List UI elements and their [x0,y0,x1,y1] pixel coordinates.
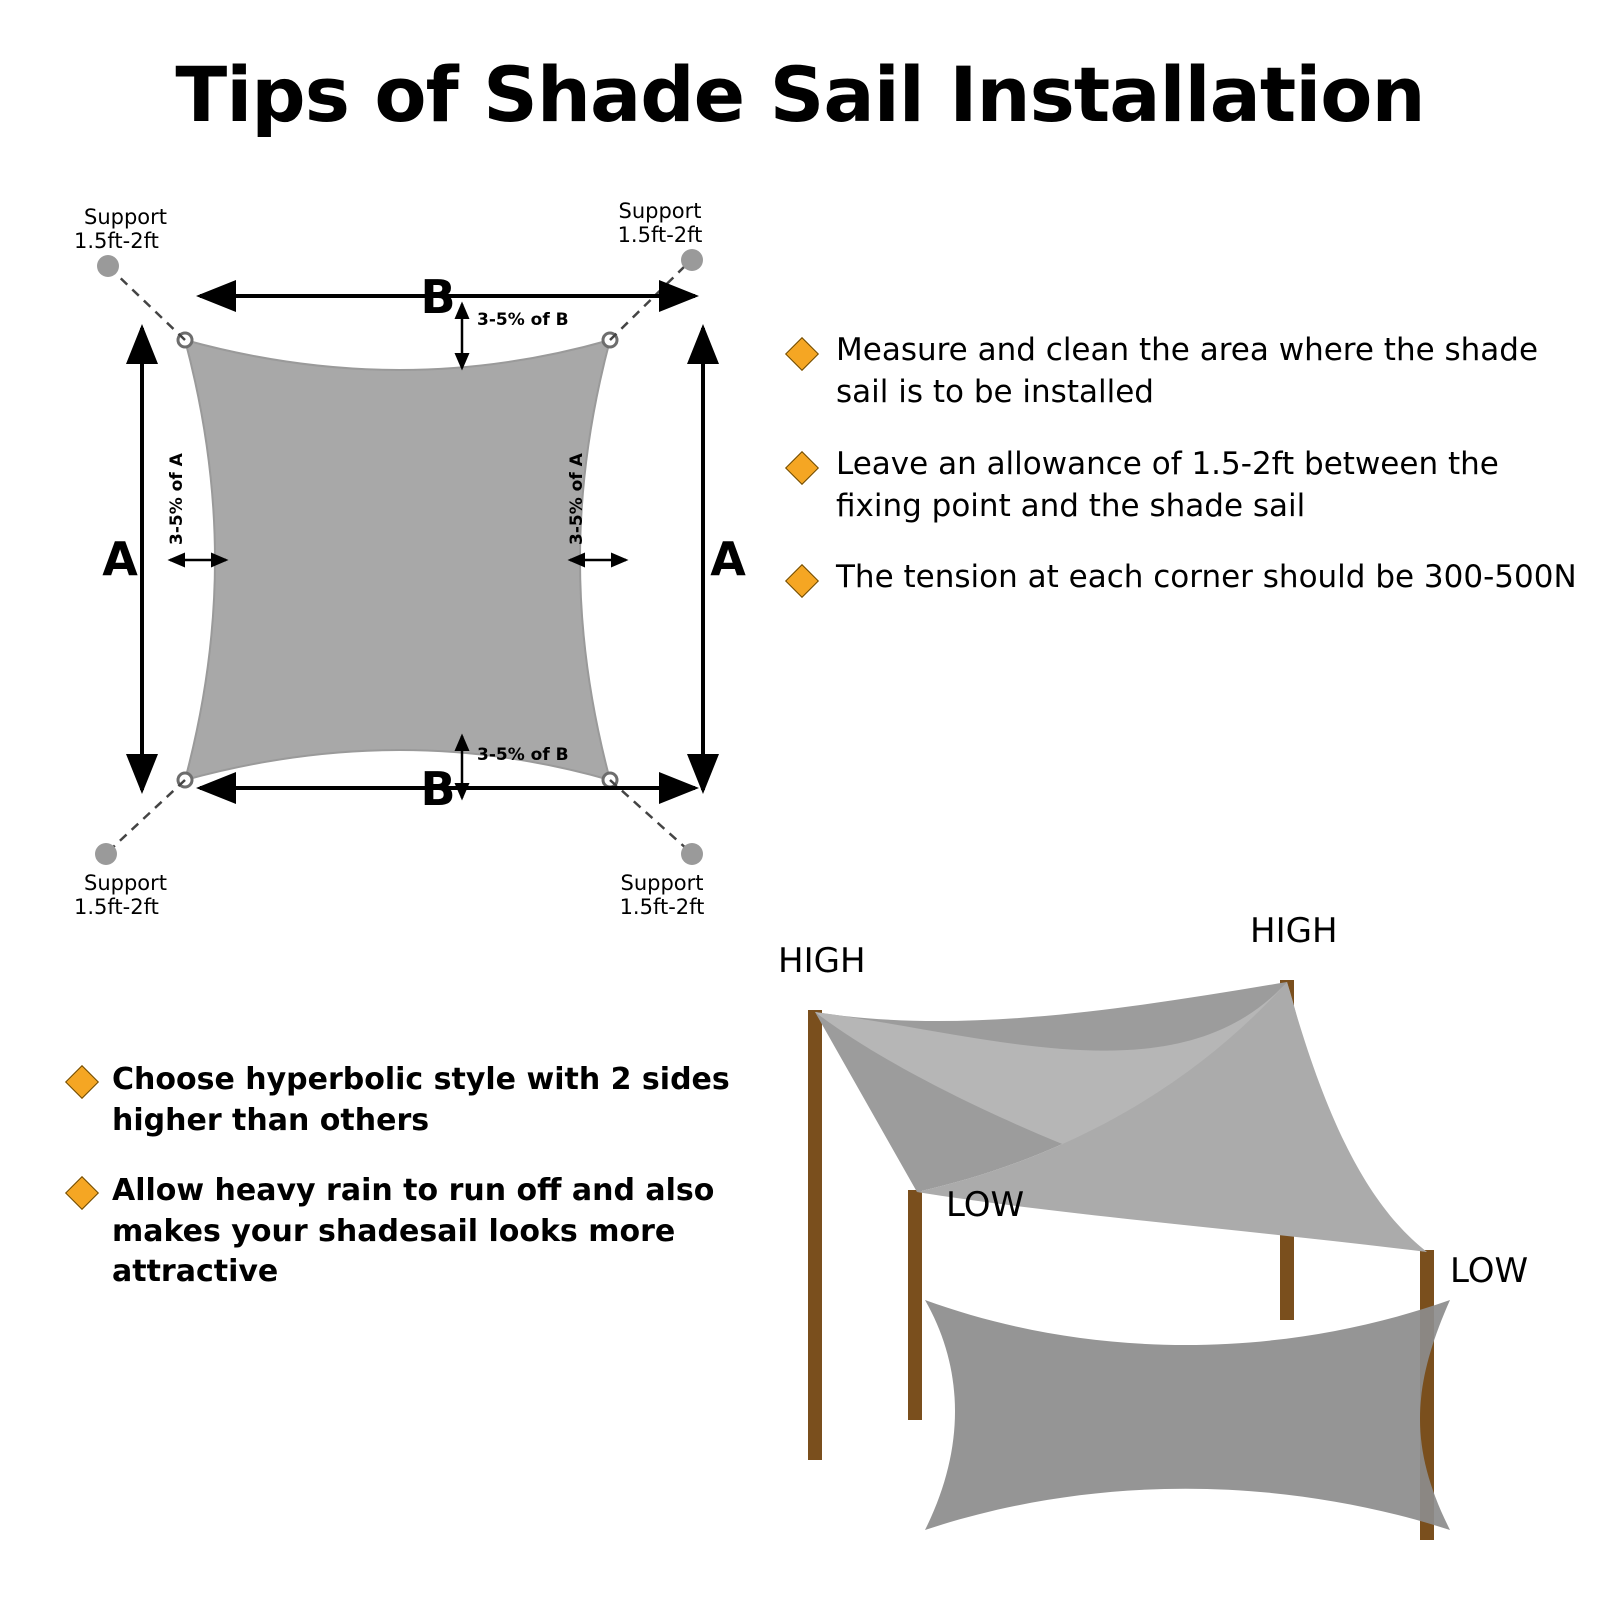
curve-label-right: 3-5% of A [567,453,587,545]
support-label-bottom-right-line2: 1.5ft-2ft [619,895,705,919]
curve-label-left: 3-5% of A [167,453,187,545]
label-low-right: LOW [1450,1251,1529,1291]
label-low-left: LOW [946,1185,1025,1225]
diamond-bullet-icon [785,451,819,485]
support-line-bottom-left [110,780,185,850]
diamond-bullet-icon [65,1065,99,1099]
support-label-bottom-right-line1: Support [620,871,704,895]
list-item [790,557,1580,599]
post-low-left [908,1190,922,1420]
diamond-bullet-icon [65,1176,99,1210]
label-high-left: HIGH [778,941,866,981]
tip-text: Leave an allowance of 1.5-2ft between the fixing point and the shade sail [836,445,1499,524]
support-label-top-left-line2: 1.5ft-2ft [74,229,159,253]
support-line-bottom-right [610,780,688,850]
label-high-right: HIGH [1250,911,1338,951]
support-label-top-left-line1: Support [84,205,168,229]
anchor-point-bottom-right [681,843,703,865]
anchor-point-bottom-left [95,843,117,865]
diamond-bullet-icon [785,564,819,598]
list-item [790,444,1580,528]
installation-tips-list-top [790,330,1580,629]
curve-label-bottom: 3-5% of B [477,745,569,765]
tip-text: Allow heavy rain to run off and also makes your shadesail looks more attractive [112,1173,715,1289]
dimension-label-right-a: A [710,532,746,586]
diamond-bullet-icon [785,337,819,371]
sail-shape [185,340,610,780]
dimension-label-top-b: B [420,270,456,324]
support-label-top-right-line1: Support [618,200,702,223]
tip-text: The tension at each corner should be 300-500N [836,559,1577,596]
tip-text: Choose hyperbolic style with 2 sides higher than others [112,1062,730,1138]
dimension-label-bottom-b: B [420,762,456,816]
anchor-point-top-left [97,255,119,277]
support-label-top-right-line2: 1.5ft-2ft [617,223,703,247]
support-line-top-left [112,270,185,340]
curve-label-top: 3-5% of B [477,310,569,330]
shade-sail-dimension-diagram [40,200,800,920]
sail-ground-shadow [925,1300,1450,1530]
support-line-top-right [610,263,688,340]
tip-text: Measure and clean the area where the shade sail is to be installed [836,332,1539,410]
list-item [790,330,1580,414]
support-label-bottom-left-line1: Support [84,871,168,895]
anchor-point-top-right [681,249,703,271]
installation-tips-list-bottom [70,1060,770,1323]
dimension-label-left-a: A [102,532,138,586]
list-item [70,1060,770,1141]
post-high-left [808,1010,822,1460]
page-title: Tips of Shade Sail Installation [175,50,1425,139]
list-item [70,1171,770,1293]
support-label-bottom-left-line2: 1.5ft-2ft [74,895,159,919]
hyperbolic-sail-diagram [760,900,1580,1560]
